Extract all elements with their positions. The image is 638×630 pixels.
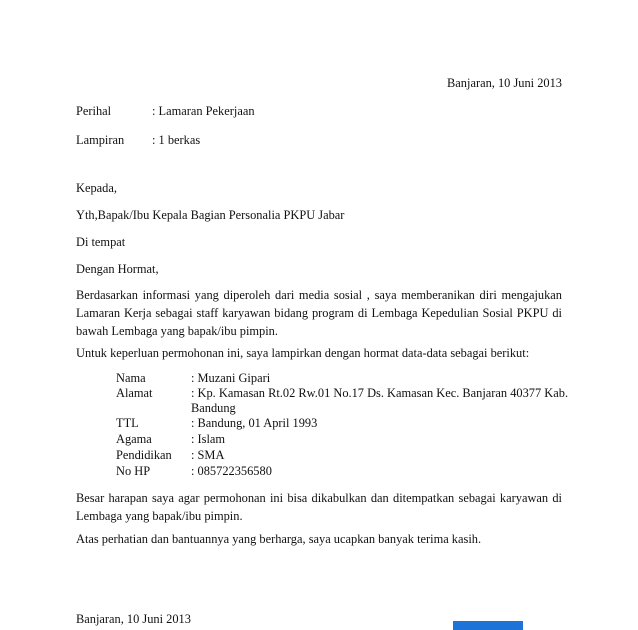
recipient-line: Yth,Bapak/Ibu Kepala Bagian Personalia PKPU Jabar: [76, 208, 345, 222]
paragraph-intro: Berdasarkan informasi yang diperoleh dari media sosial , saya memberanikan diri mengajukan Lamaran Kerja sebagai staff karyawan bidang program di Lembaga Kepedulian Sosial PKPU di bawah Lembaga yang bapak/ibu pimpin.: [76, 288, 562, 338]
detail-value-ttl: : Bandung, 01 April 1993: [191, 416, 318, 430]
paragraph-thanks: Atas perhatian dan bantuannya yang berharga, saya ucapkan banyak terima kasih.: [76, 532, 482, 546]
detail-value-no-hp: : 085722356580: [191, 464, 272, 478]
detail-label-pendidikan: Pendidikan: [116, 448, 172, 462]
detail-value-nama: : Muzani Gipari: [191, 371, 271, 385]
detail-label-no-hp: No HP: [116, 464, 151, 478]
paragraph-attachment: Untuk keperluan permohonan ini, saya lampirkan dengan hormat data-data sebagai berikut:: [76, 346, 530, 360]
perihal-value: : Lamaran Pekerjaan: [152, 104, 255, 118]
detail-value-pendidikan: : SMA: [191, 448, 225, 462]
accent-bar: [453, 621, 523, 630]
kepada-line: Kepada,: [76, 181, 117, 195]
perihal-label: Perihal: [76, 104, 112, 118]
lampiran-value: : 1 berkas: [152, 133, 201, 147]
greeting-line: Dengan Hormat,: [76, 262, 159, 276]
di-tempat-line: Di tempat: [76, 235, 126, 249]
detail-label-alamat: Alamat: [116, 386, 153, 400]
detail-value-agama: : Islam: [191, 432, 226, 446]
letter-date-bottom: Banjaran, 10 Juni 2013: [76, 612, 191, 626]
detail-value-alamat: : Kp. Kamasan Rt.02 Rw.01 No.17 Ds. Kamasan Kec. Banjaran 40377 Kab. Bandung: [191, 386, 569, 415]
detail-label-ttl: TTL: [116, 416, 139, 430]
letter-date-top: Banjaran, 10 Juni 2013: [447, 76, 562, 90]
detail-label-nama: Nama: [116, 371, 146, 385]
detail-label-agama: Agama: [116, 432, 152, 446]
paragraph-hope: Besar harapan saya agar permohonan ini bisa dikabulkan dan ditempatkan sebagai karyawan di Lembaga yang bapak/ibu pimpin.: [76, 491, 562, 523]
lampiran-label: Lampiran: [76, 133, 125, 147]
